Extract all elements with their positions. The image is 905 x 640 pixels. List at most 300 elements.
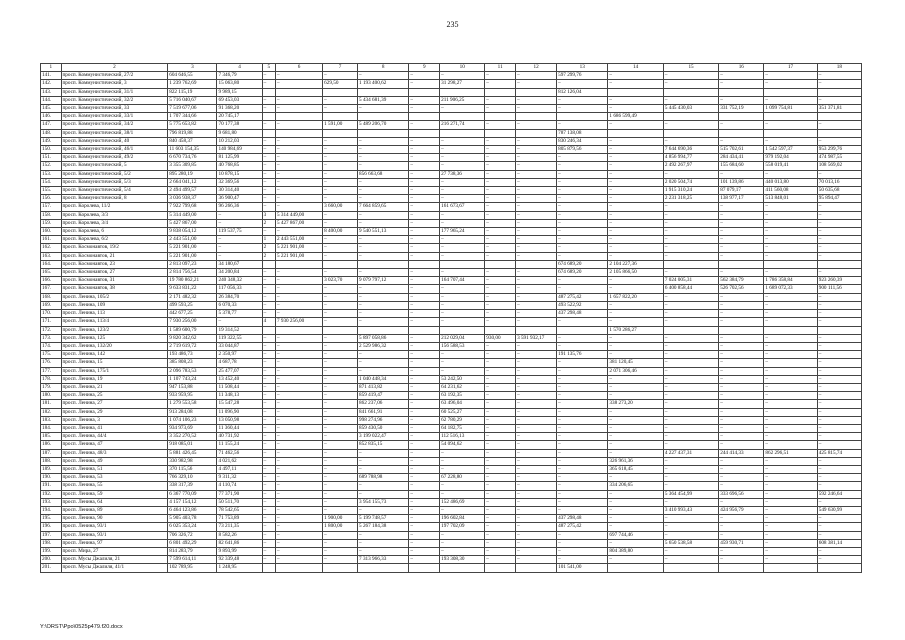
table-row [41,129,862,137]
value-cell: 5 489 206,70 [358,121,409,129]
value-cell: – [608,219,663,227]
value-cell: 212 029,04 [440,334,485,342]
value-cell: – [516,285,557,293]
value-cell: 2 231 318,25 [663,195,718,203]
row-number: 160. [41,228,62,236]
value-cell: 2 104 227,36 [608,260,663,268]
value-cell: – [409,80,440,88]
table-row [41,236,862,244]
value-cell: 923 260,39 [817,277,861,285]
row-number: 177. [41,367,62,375]
value-cell: – [409,482,440,490]
value-cell: – [485,318,516,326]
value-cell [440,88,485,96]
value-cell: – [485,236,516,244]
value-cell: – [719,203,764,211]
value-cell: 411 560,08 [764,187,817,195]
value-cell [262,564,275,572]
value-cell: – [485,474,516,482]
value-cell: – [323,318,358,326]
address-cell: просп. Ленина, 89 [61,506,168,514]
value-cell: – [557,547,608,555]
value-cell: 330 982,98 [168,457,217,465]
value-cell: – [663,137,718,145]
value-cell: – [358,72,409,80]
table-row [41,310,862,318]
value-cell: 33 044,87 [217,342,262,350]
value-cell: 82 641,86 [217,539,262,547]
value-cell: 60 525,27 [440,408,485,416]
value-cell: – [516,80,557,88]
value-cell: – [323,433,358,441]
row-number: 163. [41,252,62,260]
value-cell: – [409,334,440,342]
value-cell: – [262,310,275,318]
value-cell: – [817,351,861,359]
table-row [41,547,862,555]
address-cell: просп. Коммунистический, 8 [61,195,168,203]
value-cell: – [557,531,608,539]
value-cell: – [557,219,608,227]
value-cell: – [323,301,358,309]
value-cell: – [440,285,485,293]
value-cell: 852 835,15 [358,441,409,449]
value-cell: – [485,367,516,375]
value-cell: 5 905 403,78 [168,515,217,523]
value-cell: – [719,252,764,260]
value-cell: 50 511,70 [217,498,262,506]
value-cell: – [764,293,817,301]
value-cell: 3 023,70 [323,277,358,285]
value-cell: – [440,236,485,244]
value-cell: – [275,433,322,441]
value-cell: – [663,342,718,350]
value-cell: 64 231,62 [440,383,485,391]
value-cell: – [409,228,440,236]
value-cell: – [323,219,358,227]
value-cell: – [323,154,358,162]
value-cell: – [358,310,409,318]
value-cell: – [275,457,322,465]
row-number: 165. [41,269,62,277]
value-cell [409,113,440,121]
value-cell: – [358,539,409,547]
value-cell: 102 789,95 [168,564,217,572]
value-cell: – [323,506,358,514]
value-cell: – [275,105,322,113]
row-number: 148. [41,129,62,137]
value-cell: – [516,539,557,547]
value-cell: 9 820 342,62 [168,334,217,342]
value-cell: 841 661,91 [358,408,409,416]
value-cell: 766 329,10 [168,474,217,482]
value-cell: 9 681,80 [217,129,262,137]
value-cell: – [275,400,322,408]
value-cell: – [262,293,275,301]
value-cell: – [262,269,275,277]
value-cell: 3 036 938,37 [168,195,217,203]
value-cell: – [275,498,322,506]
value-cell: – [817,424,861,432]
value-cell: – [409,449,440,457]
value-cell: – [557,408,608,416]
value-cell: – [817,547,861,555]
value-cell: – [764,269,817,277]
value-cell: – [323,72,358,80]
table-row [41,72,862,80]
value-cell: – [323,449,358,457]
value-cell: – [485,351,516,359]
value-cell: – [409,547,440,555]
value-cell: – [275,523,322,531]
value-cell: – [440,318,485,326]
value-cell: – [516,170,557,178]
value-cell: 592 246,64 [817,490,861,498]
column-number: 1 [41,64,62,72]
value-cell: – [262,441,275,449]
value-cell: – [608,515,663,523]
value-cell: – [608,187,663,195]
value-cell: – [719,408,764,416]
value-cell: – [608,490,663,498]
value-cell: – [663,228,718,236]
register-table [40,63,862,573]
value-cell: – [516,375,557,383]
value-cell: – [323,236,358,244]
column-number: 2 [61,64,168,72]
value-cell: 2 719 619,72 [168,342,217,350]
address-cell: просп. Ленина, 123/2 [61,326,168,334]
value-cell: – [358,211,409,219]
column-number: 8 [358,64,409,72]
value-cell: – [516,342,557,350]
value-cell: – [485,269,516,277]
address-cell: просп. Коммунистический, 32/2 [61,96,168,104]
address-cell: просп. Ленина, 55 [61,482,168,490]
value-cell: 934 973,69 [168,424,217,432]
value-cell: – [323,539,358,547]
value-cell: – [608,301,663,309]
value-cell: 284 434,41 [719,154,764,162]
value-cell: – [557,211,608,219]
value-cell: 895 280,19 [168,170,217,178]
address-cell: просп. Коммунистический, 5/4 [61,187,168,195]
address-cell: просп. Ленина, 44/4 [61,433,168,441]
value-cell [262,326,275,334]
value-cell: – [485,72,516,80]
value-cell: – [608,433,663,441]
address-cell: просп. Ленина, 29 [61,408,168,416]
value-cell: – [557,359,608,367]
value-cell: – [275,351,322,359]
value-cell: 138 977,17 [719,195,764,203]
value-cell: – [764,318,817,326]
value-cell: – [719,334,764,342]
value-cell: – [557,236,608,244]
value-cell: 3 591 932,17 [516,334,557,342]
table-row [41,465,862,473]
value-cell: – [663,498,718,506]
value-cell: – [440,301,485,309]
value-cell: – [485,162,516,170]
value-cell: 499 593,25 [168,301,217,309]
value-cell: – [275,277,322,285]
table-row [41,228,862,236]
value-cell [663,88,718,96]
value-cell: – [719,424,764,432]
value-cell: – [440,162,485,170]
value-cell: 244 414,33 [719,449,764,457]
value-cell: – [323,424,358,432]
value-cell: – [485,531,516,539]
value-cell: 604 646,55 [168,72,217,80]
value-cell: – [262,162,275,170]
value-cell: – [275,334,322,342]
value-cell: – [262,490,275,498]
column-number: 10 [440,64,485,72]
value-cell: 10 212,03 [217,137,262,145]
value-cell: – [608,195,663,203]
value-cell: 674 689,20 [557,260,608,268]
value-cell: 697 744,46 [608,531,663,539]
value-cell: – [764,170,817,178]
value-cell: – [485,482,516,490]
value-cell: – [485,203,516,211]
value-cell: 31 298,27 [440,80,485,88]
row-number: 147. [41,121,62,129]
value-cell: – [262,96,275,104]
value-cell: – [262,449,275,457]
address-cell: просп. Коммунистический, 5 [61,162,168,170]
value-cell: – [275,465,322,473]
value-cell: – [516,318,557,326]
value-cell: – [719,137,764,145]
value-cell: – [817,137,861,145]
value-cell: 1 542 597,37 [764,146,817,154]
value-cell: 78 542,65 [217,506,262,514]
value-cell: – [817,211,861,219]
value-cell: – [358,367,409,375]
value-cell: 63 192,35 [440,392,485,400]
table-row [41,498,862,506]
value-cell: 856 663,68 [358,170,409,178]
value-cell [817,260,861,268]
value-cell: 2 [262,244,275,252]
value-cell: – [817,318,861,326]
value-cell: – [323,359,358,367]
table-row [41,326,862,334]
value-cell: – [440,154,485,162]
value-cell: 7 644 690,36 [663,146,718,154]
value-cell: – [719,523,764,531]
value-cell: – [516,154,557,162]
value-cell: 140 984,69 [217,146,262,154]
value-cell: – [275,269,322,277]
value-cell [663,129,718,137]
row-number: 193. [41,498,62,506]
value-cell: – [608,523,663,531]
value-cell: – [516,383,557,391]
value-cell: 71 753,89 [217,515,262,523]
value-cell: – [409,498,440,506]
value-cell: 1 591,00 [323,121,358,129]
value-cell [663,260,718,268]
address-cell: просп. Ленина, 90 [61,515,168,523]
value-cell: – [440,195,485,203]
value-cell: – [817,482,861,490]
value-cell: – [516,301,557,309]
value-cell: 5 427 867,00 [168,219,217,227]
value-cell: – [323,293,358,301]
value-cell: – [409,433,440,441]
value-cell: – [217,219,262,227]
value-cell: 240 348,32 [217,277,262,285]
value-cell: – [409,351,440,359]
value-cell: – [275,449,322,457]
row-number: 155. [41,187,62,195]
value-cell: 515 702,61 [719,146,764,154]
value-cell: – [440,359,485,367]
value-cell [719,113,764,121]
value-cell: – [719,482,764,490]
value-cell: 7 930 256,00 [168,318,217,326]
table-row [41,96,862,104]
address-cell: просп. Коммунистический, 3 [61,80,168,88]
column-number: 17 [764,64,817,72]
value-cell: – [557,244,608,252]
value-cell: 27 738,36 [440,170,485,178]
value-cell: – [440,310,485,318]
value-cell: – [323,310,358,318]
value-cell: – [275,539,322,547]
value-cell: – [516,269,557,277]
value-cell: – [557,474,608,482]
value-cell: 156 588,53 [440,342,485,350]
value-cell: – [358,490,409,498]
value-cell [764,564,817,572]
value-cell: – [262,301,275,309]
table-row [41,375,862,383]
value-cell [440,260,485,268]
table-row [41,474,862,482]
value-cell: 913 284,08 [168,408,217,416]
value-cell: – [323,162,358,170]
value-cell: – [262,457,275,465]
value-cell: 5 314 449,00 [275,211,322,219]
value-cell: – [817,342,861,350]
value-cell: – [764,547,817,555]
value-cell: 424 956,79 [719,506,764,514]
table-row [41,211,862,219]
value-cell: – [719,96,764,104]
value-cell [409,326,440,334]
value-cell: – [409,359,440,367]
value-cell: – [358,154,409,162]
row-number: 188. [41,457,62,465]
value-cell: – [516,506,557,514]
value-cell: – [516,359,557,367]
value-cell: – [663,301,718,309]
value-cell [323,326,358,334]
value-cell: – [358,351,409,359]
value-cell: 608 381,14 [817,539,861,547]
value-cell: – [409,146,440,154]
value-cell: – [608,154,663,162]
value-cell: 859 430,50 [358,424,409,432]
value-cell: – [409,556,440,564]
value-cell: – [516,457,557,465]
table-row [41,154,862,162]
value-cell: – [262,351,275,359]
value-cell: 152 486,69 [440,498,485,506]
value-cell: – [485,506,516,514]
value-cell: – [817,556,861,564]
value-cell: – [358,449,409,457]
value-cell: – [275,515,322,523]
value-cell: – [358,506,409,514]
value-cell: – [275,72,322,80]
value-cell: – [275,408,322,416]
value-cell: – [516,424,557,432]
value-cell: 8 400,00 [323,228,358,236]
table-body [41,72,862,572]
value-cell: – [557,277,608,285]
value-cell: – [516,482,557,490]
value-cell: 11 603 154,35 [168,146,217,154]
column-number: 9 [409,64,440,72]
value-cell: 5 221 901,00 [168,252,217,260]
value-cell: – [323,105,358,113]
value-cell: – [557,285,608,293]
value-cell: 6 670 734,76 [168,154,217,162]
value-cell: – [663,441,718,449]
value-cell: – [440,219,485,227]
value-cell: – [485,285,516,293]
value-cell: – [409,293,440,301]
value-cell: 1 193 400,62 [358,80,409,88]
value-cell: – [323,531,358,539]
row-number: 182. [41,408,62,416]
address-cell: просп. Ленина, 105/2 [61,293,168,301]
value-cell [358,113,409,121]
value-cell: – [608,539,663,547]
value-cell: – [663,383,718,391]
value-cell [608,88,663,96]
value-cell: – [557,539,608,547]
value-cell: – [764,351,817,359]
address-cell: просп. Ленина, 15 [61,359,168,367]
value-cell: – [817,72,861,80]
value-cell [409,88,440,96]
value-cell: 9 633 831,22 [168,285,217,293]
value-cell: – [485,392,516,400]
value-cell: 796 819,88 [168,129,217,137]
value-cell: 442 677,25 [168,310,217,318]
value-cell: – [409,252,440,260]
value-cell: – [516,490,557,498]
address-cell: просп. Ленина, 27 [61,400,168,408]
value-cell: 10 878,15 [217,170,262,178]
value-cell: 1 570 286,27 [608,326,663,334]
value-cell: – [608,285,663,293]
address-cell: просп. Космонавтов, 21 [61,252,168,260]
value-cell: – [323,342,358,350]
value-cell: – [262,195,275,203]
table-row [41,359,862,367]
value-cell: 365 618,45 [608,465,663,473]
value-cell: – [516,228,557,236]
value-cell: – [817,465,861,473]
